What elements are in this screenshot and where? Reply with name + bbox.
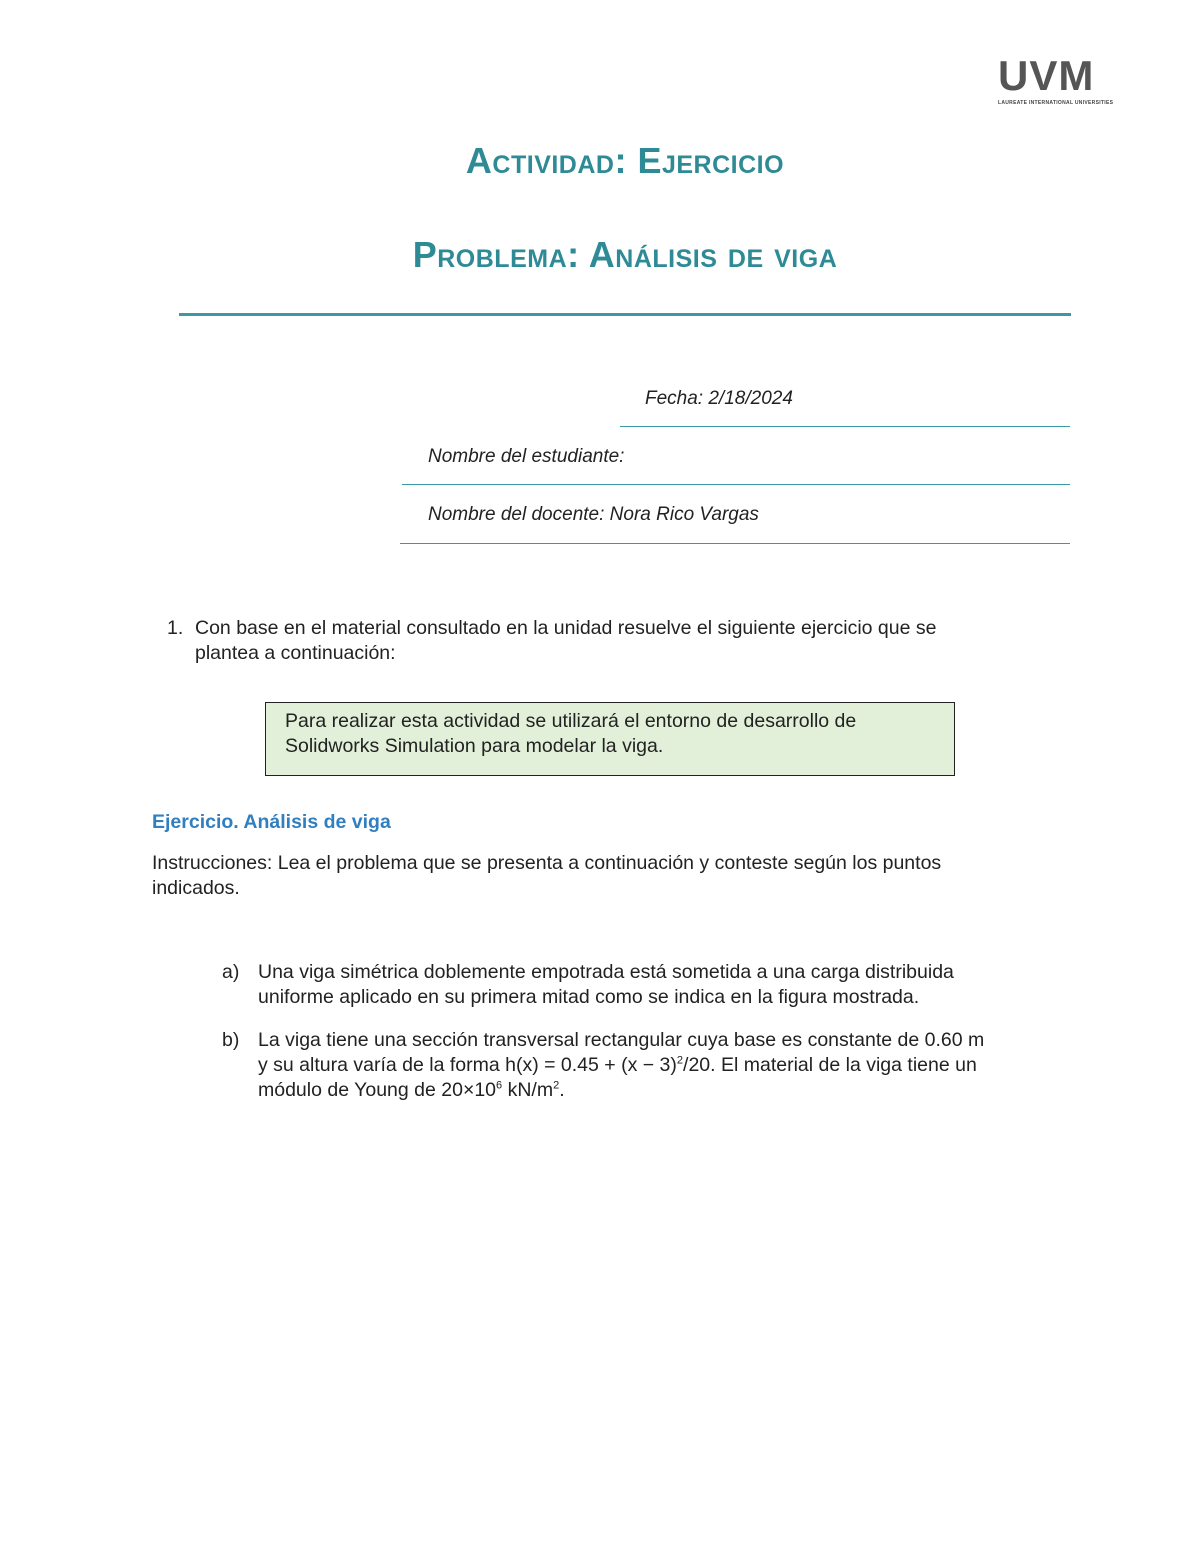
item-b-line-2-part-2: /20. El material de la viga tiene un [683,1054,977,1076]
item-b-exponent-2: 6 [496,1079,503,1092]
item-a-marker: a) [222,961,240,983]
date-field: Fecha: 2/18/2024 [645,388,793,409]
item-b-line-3-part-1: módulo de Young de 20×10 [258,1079,497,1101]
student-underline [402,484,1070,485]
item-b-line-3-part-3: . [559,1079,565,1101]
note-box [265,702,955,776]
note-text [285,709,856,759]
item-b-line-2-part-1: y su altura varía de la forma h(x) = 0.45 + (x − 3) [258,1054,677,1076]
teacher-underline [400,543,1070,544]
item-b-line-1: La viga tiene una sección transversal rectangular cuya base es constante de 0.60 m [258,1029,985,1051]
item-b-line-2 [258,1053,977,1078]
item-b-line-3-part-2: kN/m [502,1079,554,1101]
item-1-line-1: Con base en el material consultado en la unidad resuelve el siguiente ejercicio que se [195,617,937,639]
page-subtitle: Problema: Análisis de viga [412,234,838,275]
instructions-line-2: indicados. [152,877,240,899]
item-a-line-2: uniforme aplicado en su primera mitad como se indica en la figura mostrada. [258,986,920,1008]
item-b-marker: b) [222,1029,240,1051]
instructions-line-1: Instrucciones: Lea el problema que se presenta a continuación y conteste según los puntos [152,852,942,874]
note-line-2: Solidworks Simulation para modelar la viga. [285,735,664,757]
item-b-exponent-1: 2 [676,1054,684,1067]
item-b-line-3 [258,1078,565,1103]
item-1-number: 1. [167,617,184,639]
page-title: Actividad: Ejercicio [465,140,785,181]
date-underline [620,426,1070,427]
student-name-field: Nombre del estudiante: [428,446,625,467]
logo-subtitle: LAUREATE INTERNATIONAL UNIVERSITIES [998,100,1114,106]
item-a-line-1: Una viga simétrica doblemente empotrada está sometida a una carga distribuida [258,961,954,983]
note-line-1: Para realizar esta actividad se utilizará el entorno de desarrollo de [285,710,857,732]
uvm-logo [998,52,1122,108]
item-b-exponent-3: 2 [553,1079,560,1092]
teacher-name-field: Nombre del docente: Nora Rico Vargas [428,504,759,525]
exercise-heading: Ejercicio. Análisis de viga [152,811,391,833]
item-1-line-2: plantea a continuación: [195,642,396,664]
logo-text: UVM [998,52,1095,99]
title-divider [179,313,1071,316]
